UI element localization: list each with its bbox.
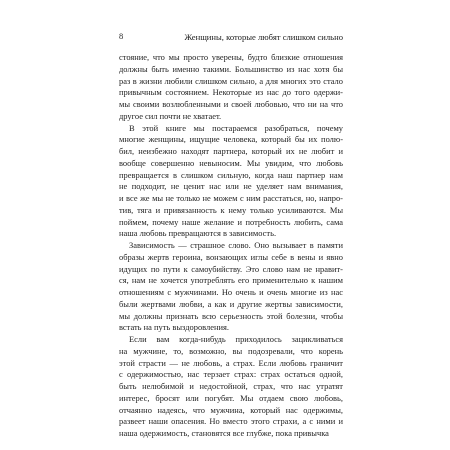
text-line: наша одержимость, становятся все глубже, пока привычка xyxy=(119,428,329,438)
text-line: Если вам когда-нибудь приходилось зацикливаться xyxy=(129,334,343,344)
text-line: тив, тяга и привязанность к нему только усиливаются. Мы xyxy=(119,204,343,215)
text-line: превращается в слишком сильную, когда наш партнер нам xyxy=(119,169,343,180)
running-title: Женщины, которые любят слишком сильно xyxy=(184,32,343,42)
text-line: привычным состоянием. Некоторые из нас до того одержи- xyxy=(119,87,343,98)
text-line: бил, неизбежно находят партнера, который их не любит и xyxy=(119,146,343,156)
text-line: встать на путь выздоровления. xyxy=(119,322,230,333)
text-line: должны быть именно такими. Большинство из нас хотя бы xyxy=(119,63,343,74)
paragraph xyxy=(119,240,343,334)
text-line: этой страсти — не любовь, а страх. Если любовь граничит xyxy=(119,357,343,368)
text-line: быть нелюбимой и недостойной, страх, что нас утратят xyxy=(119,381,343,391)
text-line: интерес, бросят или погубят. Мы отдаем свою любовь, xyxy=(119,392,343,403)
page-header xyxy=(119,31,343,45)
text-line: раз в жизни любили слишком сильно, а для многих это стало xyxy=(119,75,343,86)
text-line: развеет наши опасения. Но вместо этого страхи, а с ними и xyxy=(119,416,343,427)
body-text xyxy=(119,52,343,440)
paragraph xyxy=(119,52,343,123)
text-line: наша любовь превращаются в зависимость. xyxy=(119,228,277,239)
text-line: мы должны признать всю серьезность этой болезни, чтобы xyxy=(119,310,343,321)
page-number: 8 xyxy=(119,32,124,41)
text-line: идущих по пути к самоубийству. Это слово нам не нравит- xyxy=(119,263,343,274)
text-line: ся, нам не хочется употреблять его применительно к нашим xyxy=(119,275,343,286)
text-line: отношениям с мужчинами. Но очень и очень многие из нас xyxy=(119,287,343,297)
text-line: с одержимостью, нас терзает страх: страх остаться одной, xyxy=(119,369,343,380)
paragraph xyxy=(119,123,343,241)
text-line: стояние, что мы просто уверены, будто близкие отношения xyxy=(119,52,343,62)
paragraph xyxy=(119,334,343,440)
text-line: мы своими возлюбленными и своей любовью, что ни на что xyxy=(119,99,343,109)
text-line: были жертвами любви, а как и другие жертвы зависимости, xyxy=(119,298,343,309)
text-line: В этой книге мы постараемся разобраться, почему xyxy=(129,122,343,133)
text-line: и все же мы не только не можем с ним расстаться, но, напро- xyxy=(119,193,343,203)
text-line: отчаянно надеясь, что мужчина, который нас одержимы, xyxy=(119,404,343,415)
text-line: образы жертв героина, вонзающих иглы себе в вены и явно xyxy=(119,251,343,262)
text-line: вообще совершенно невыносим. Мы увидим, что любовь xyxy=(119,157,343,168)
text-line: другое сил почти не хватает. xyxy=(119,110,222,121)
text-line: на мужчине, то, возможно, вы подозревали, что корень xyxy=(119,345,343,356)
text-line: Зависимость — страшное слово. Оно вызывает в памяти xyxy=(129,240,343,250)
text-line: многие женщины, ищущие человека, который бы их полю- xyxy=(119,134,343,145)
text-line: не подходит, не ценит нас или не уделяет нам внимания, xyxy=(119,181,343,192)
text-line: поймем, почему наше желание и потребность любить, сама xyxy=(119,216,343,227)
